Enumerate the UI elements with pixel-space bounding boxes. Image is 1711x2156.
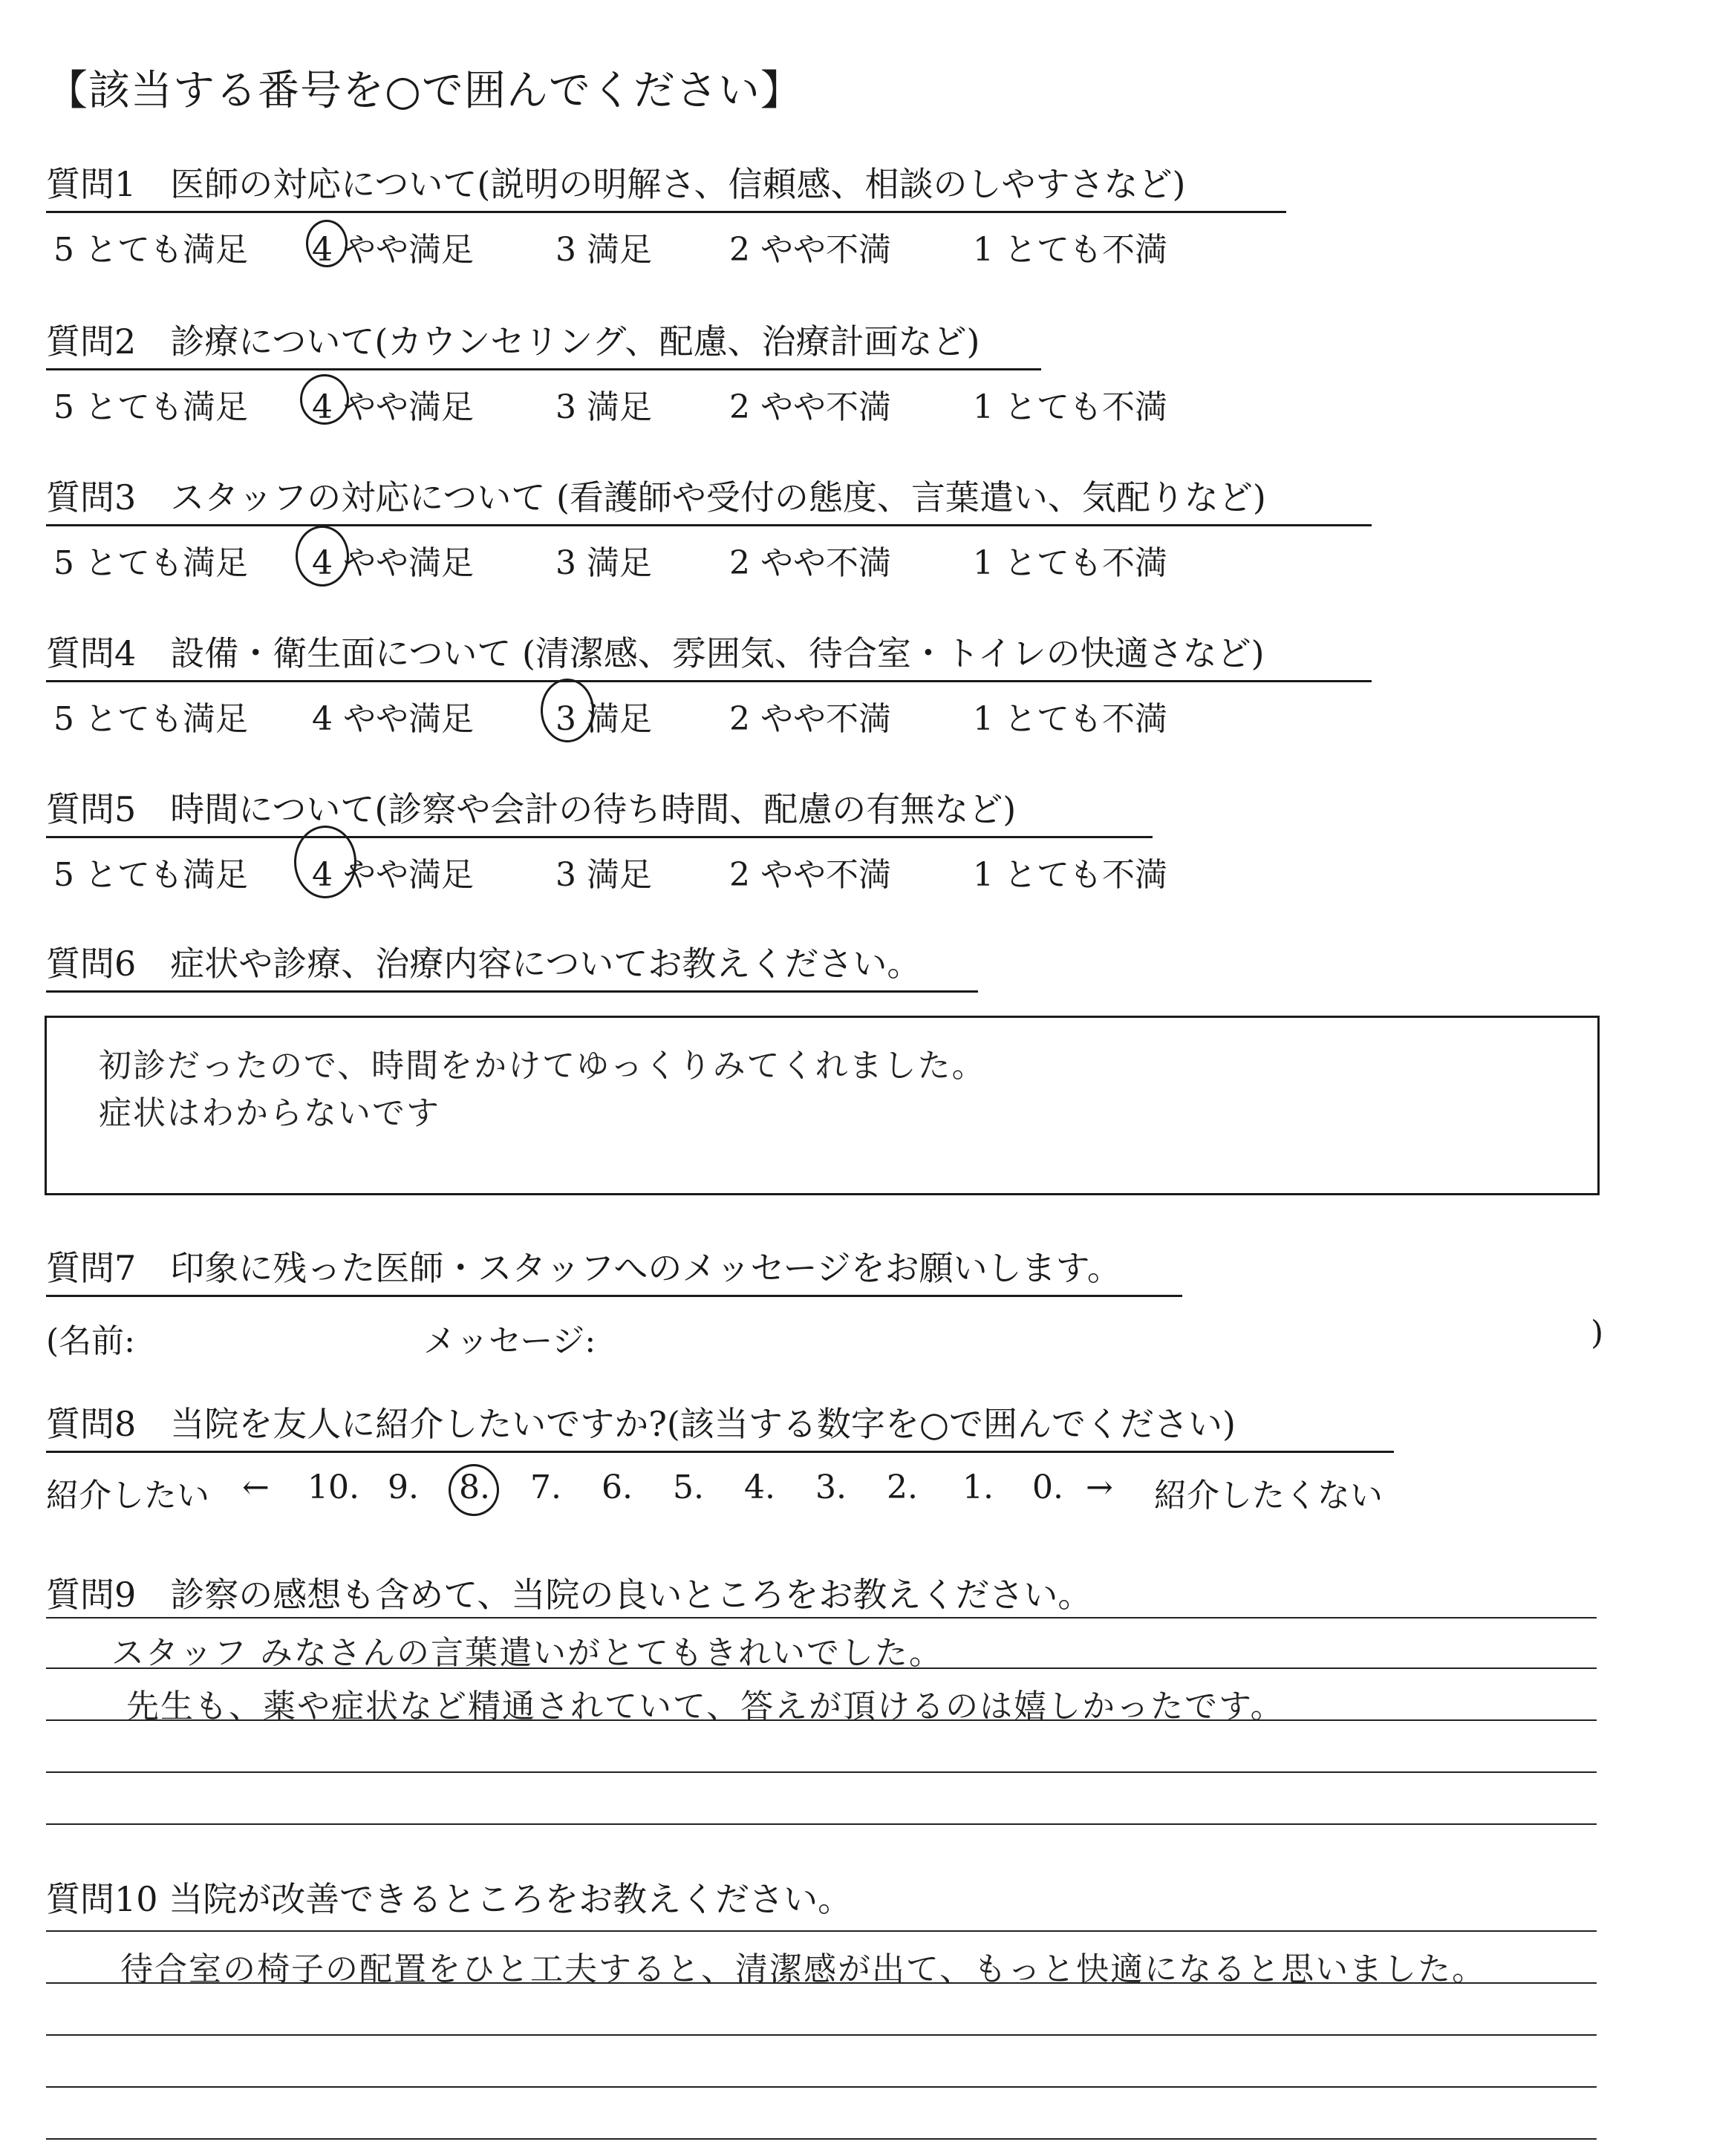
q8-left-label: 紹介したい	[46, 1477, 209, 1515]
q8-scale-5[interactable]: 5.	[673, 1469, 704, 1506]
q9-answer-line-2: 先生も、薬や症状など精通されていて、答えが頂けるのは嬉しかったです。	[126, 1688, 1285, 1725]
q10-line-4	[46, 2086, 1597, 2088]
q2-option-1[interactable]: 1 とても不満	[973, 388, 1167, 426]
q8-scale-6[interactable]: 6.	[602, 1469, 633, 1506]
q1-option-5[interactable]: 5 とても満足	[53, 231, 248, 269]
q10-line-2	[46, 1982, 1597, 1984]
q4-option-5[interactable]: 5 とても満足	[53, 700, 248, 738]
q9-line-1	[46, 1617, 1597, 1618]
q2-selection-circle	[300, 374, 349, 425]
q9-line-4	[46, 1771, 1597, 1773]
q3-selection-circle	[296, 526, 349, 587]
q1-option-2[interactable]: 2 やや不満	[729, 231, 891, 269]
q7-message-label: メッセージ:	[423, 1322, 596, 1360]
question-9-title: 質問9 診察の感想も含めて、当院の良いところをお教えください。	[46, 1575, 1092, 1615]
q1-option-4[interactable]: 4 やや満足	[312, 231, 474, 269]
q5-option-3[interactable]: 3 満足	[555, 856, 652, 894]
q1-selection-circle	[306, 220, 348, 267]
question-10-title: 質問10 当院が改善できるところをお教えください。	[46, 1879, 853, 1919]
q2-option-3[interactable]: 3 満足	[555, 388, 652, 426]
form-header: 【該当する番号を○で囲んでください】	[46, 67, 803, 115]
q10-line-5	[46, 2138, 1597, 2140]
left-arrow-icon: ←	[242, 1469, 270, 1506]
q3-option-3[interactable]: 3 満足	[555, 544, 652, 582]
q4-selection-circle	[541, 679, 594, 742]
q8-scale-9[interactable]: 9.	[388, 1469, 419, 1506]
q6-answer-box[interactable]	[45, 1016, 1600, 1195]
q7-name-label: (名前:	[46, 1322, 135, 1360]
q3-option-4[interactable]: 4 やや満足	[312, 544, 474, 582]
q5-option-5[interactable]: 5 とても満足	[53, 856, 248, 894]
q8-scale-7[interactable]: 7.	[530, 1469, 561, 1506]
q8-scale-8[interactable]: 8.	[459, 1469, 490, 1506]
q4-option-1[interactable]: 1 とても不満	[973, 700, 1167, 738]
q8-scale-2[interactable]: 2.	[887, 1469, 918, 1506]
q5-option-4[interactable]: 4 やや満足	[312, 856, 474, 894]
q8-selection-circle	[449, 1464, 499, 1516]
q5-option-2[interactable]: 2 やや不満	[729, 856, 891, 894]
q4-option-4[interactable]: 4 やや満足	[312, 700, 474, 738]
q9-line-3	[46, 1719, 1597, 1721]
q5-option-1[interactable]: 1 とても不満	[973, 856, 1167, 894]
q8-scale-4[interactable]: 4.	[744, 1469, 775, 1506]
q7-close-paren: )	[1591, 1314, 1604, 1352]
q10-line-3	[46, 2034, 1597, 2036]
question-2-title: 質問2 診療について(カウンセリング、配慮、治療計画など)	[46, 315, 1041, 370]
q2-option-2[interactable]: 2 やや不満	[729, 388, 891, 426]
q10-line-1	[46, 1930, 1597, 1932]
q2-option-5[interactable]: 5 とても満足	[53, 388, 248, 426]
question-7-title: 質問7 印象に残った医師・スタッフへのメッセージをお願いします。	[46, 1241, 1182, 1297]
q1-option-3[interactable]: 3 満足	[555, 231, 652, 269]
q6-answer-line-2: 症状はわからないです	[99, 1094, 440, 1132]
q6-answer-line-1: 初診だったので、時間をかけてゆっくりみてくれました。	[99, 1047, 986, 1085]
question-5-title: 質問5 時間について(診察や会計の待ち時間、配慮の有無など)	[46, 783, 1153, 838]
q10-answer-line-1: 待合室の椅子の配置をひと工夫すると、清潔感が出て、もっと快適になると思いました。	[120, 1950, 1487, 1988]
right-arrow-icon: →	[1086, 1469, 1113, 1506]
q9-answer-line-1: スタッフ みなさんの言葉遣いがとてもきれいでした。	[111, 1634, 943, 1672]
q4-option-3[interactable]: 3 満足	[555, 700, 652, 738]
question-1-title: 質問1 医師の対応について(説明の明解さ、信頼感、相談のしやすさなど)	[46, 157, 1286, 213]
q3-option-5[interactable]: 5 とても満足	[53, 544, 248, 582]
q8-scale-1[interactable]: 1.	[962, 1469, 994, 1506]
q3-option-1[interactable]: 1 とても不満	[973, 544, 1167, 582]
q1-option-1[interactable]: 1 とても不満	[973, 231, 1167, 269]
q9-line-5	[46, 1823, 1597, 1825]
question-6-title: 質問6 症状や診療、治療内容についてお教えください。	[46, 937, 978, 993]
question-8-title: 質問8 当院を友人に紹介したいですか?(該当する数字を○で囲んでください)	[46, 1397, 1394, 1453]
q8-scale-10[interactable]: 10.	[307, 1469, 359, 1506]
q9-line-2	[46, 1667, 1597, 1669]
q8-scale-3[interactable]: 3.	[815, 1469, 847, 1506]
q4-option-2[interactable]: 2 やや不満	[729, 700, 891, 738]
question-4-title: 質問4 設備・衛生面について (清潔感、雰囲気、待合室・トイレの快適さなど)	[46, 627, 1372, 682]
q8-scale-0[interactable]: 0.	[1032, 1469, 1063, 1506]
q5-selection-circle	[294, 826, 356, 898]
q2-option-4[interactable]: 4 やや満足	[312, 388, 474, 426]
q8-right-label: 紹介したくない	[1154, 1477, 1383, 1515]
question-3-title: 質問3 スタッフの対応について (看護師や受付の態度、言葉遣い、気配りなど)	[46, 471, 1372, 526]
q3-option-2[interactable]: 2 やや不満	[729, 544, 891, 582]
